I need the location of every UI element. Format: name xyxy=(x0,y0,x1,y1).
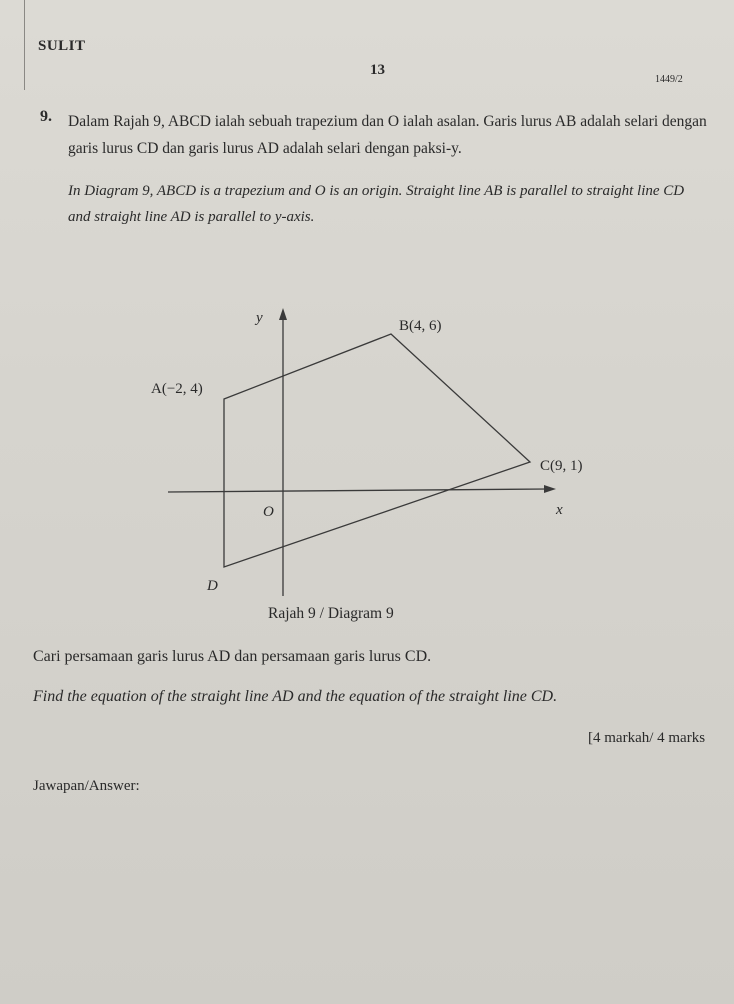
header-sulit: SULIT xyxy=(38,38,86,54)
diagram-caption: Rajah 9 / Diagram 9 xyxy=(268,605,394,622)
label-point-b: B(4, 6) xyxy=(399,318,442,334)
instruction-malay: Cari persamaan garis lurus AD dan persamaan garis lurus CD. xyxy=(33,648,432,665)
marks-allocation: [4 markah/ 4 marks xyxy=(588,730,706,746)
answer-label: Jawapan/Answer: xyxy=(33,778,140,794)
question-text-english: In Diagram 9, ABCD is a trapezium and O is an origin. Straight line AB is parallel to straight line CD and straight line AD is parallel to y-axis. xyxy=(68,183,685,225)
x-axis xyxy=(168,489,548,492)
page-number: 13 xyxy=(370,62,385,78)
paper-code: 1449/2 xyxy=(655,74,683,85)
question-number: 9. xyxy=(40,108,52,125)
label-x: x xyxy=(556,502,563,518)
label-y: y xyxy=(256,310,263,326)
label-origin: O xyxy=(263,504,274,520)
x-axis-arrow-icon xyxy=(544,485,556,493)
label-point-a: A(−2, 4) xyxy=(151,381,203,397)
instruction-english: Find the equation of the straight line AD and the equation of the straight line CD. xyxy=(33,688,558,705)
label-point-c: C(9, 1) xyxy=(540,458,583,474)
y-axis-arrow-icon xyxy=(279,308,287,320)
question-text-malay: Dalam Rajah 9, ABCD ialah sebuah trapezium dan O ialah asalan. Garis lurus AB adalah selari dengan garis lurus CD dan garis lurus AD adalah selari dengan paksi-y. xyxy=(68,113,707,157)
trapezium-abcd xyxy=(224,334,530,567)
label-point-d: D xyxy=(207,578,218,594)
